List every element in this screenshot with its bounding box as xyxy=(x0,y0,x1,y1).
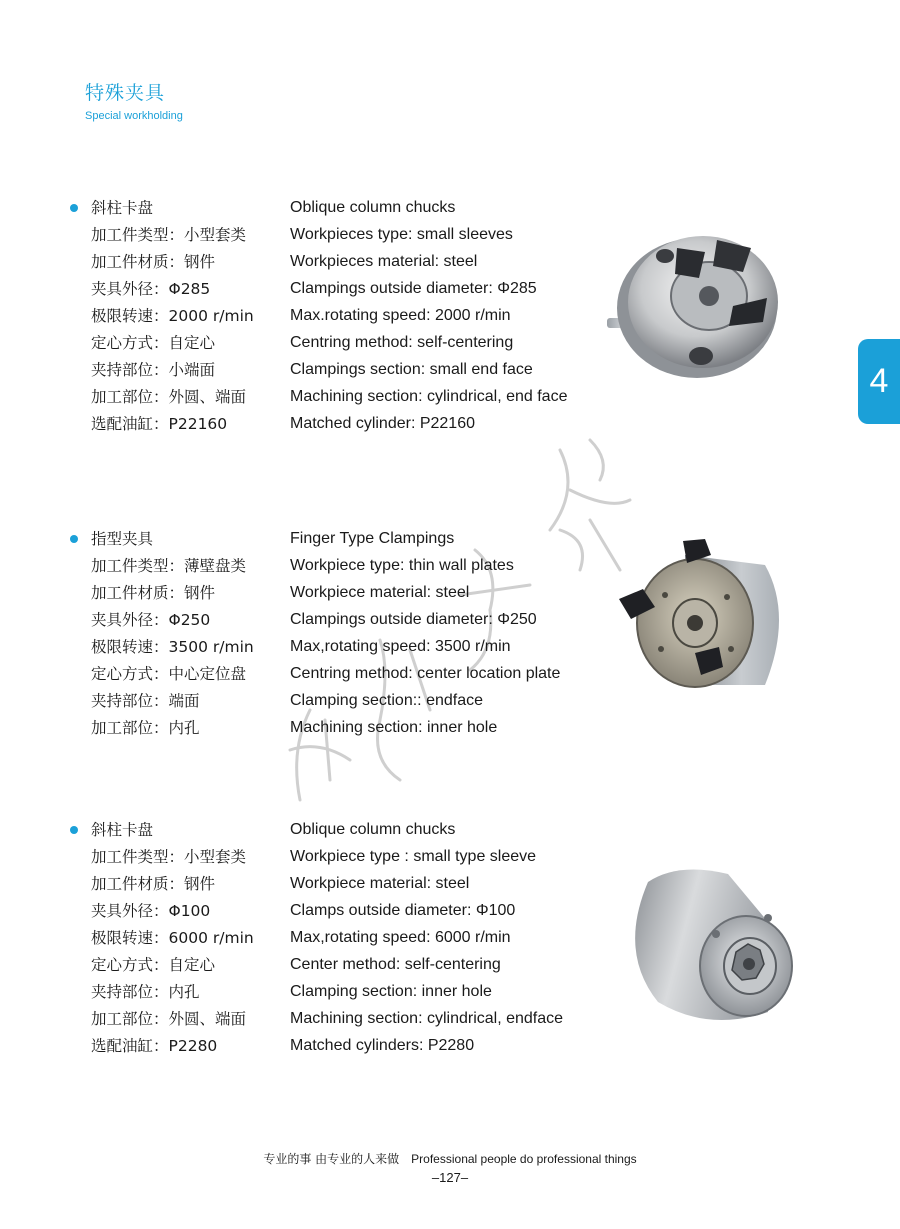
spec-en: Workpieces material: steel xyxy=(290,253,478,270)
spec-en: Matched cylinder: P22160 xyxy=(290,415,475,432)
spec-en: Workpiece type : small type sleeve xyxy=(290,848,537,865)
page-number: –127– xyxy=(431,1170,469,1185)
spec-en: Clamping section:: endface xyxy=(290,692,483,709)
section-title-en: Special workholding xyxy=(85,110,183,122)
spec-cn: 选配油缸：P2280 xyxy=(91,1037,218,1055)
spec-en: Machining section: inner hole xyxy=(290,719,498,736)
spec-cn: 加工件类型：小型套类 xyxy=(91,226,247,244)
spec-cn: 夹具外径：Φ250 xyxy=(91,611,211,629)
spec-cn: 加工部位：外圆、端面 xyxy=(91,388,247,406)
spec-cn: 夹持部位：端面 xyxy=(91,692,200,710)
spec-en: Clampings outside diameter: Φ250 xyxy=(290,611,537,628)
spec-cn: 加工件材质：钢件 xyxy=(91,253,216,271)
spec-cn: 定心方式：自定心 xyxy=(91,334,216,352)
small-oblique-chuck-photo xyxy=(618,862,808,1032)
spec-en: Machining section: cylindrical, endface xyxy=(290,1010,564,1027)
spec-cn: 加工部位：外圆、端面 xyxy=(91,1010,247,1028)
product-title-en: Oblique column chucks xyxy=(290,199,456,216)
spec-cn: 定心方式：中心定位盘 xyxy=(91,665,247,683)
spec-cn: 加工件类型：薄壁盘类 xyxy=(91,557,247,575)
finger-clamping-photo xyxy=(615,535,795,695)
spec-cn: 夹持部位：内孔 xyxy=(91,983,200,1001)
bullet-icon xyxy=(70,826,78,834)
spec-en: Workpiece material: steel xyxy=(290,584,470,601)
spec-cn: 极限转速：6000 r/min xyxy=(91,929,254,947)
bullet-icon xyxy=(70,204,78,212)
spec-en: Clampings section: small end face xyxy=(290,361,533,378)
spec-en: Clamping section: inner hole xyxy=(290,983,492,1000)
spec-en: Max,rotating speed: 6000 r/min xyxy=(290,929,511,946)
spec-cn: 加工件类型：小型套类 xyxy=(91,848,247,866)
spec-en: Workpiece type: thin wall plates xyxy=(290,557,514,574)
product-title-cn: 斜柱卡盘 xyxy=(91,199,154,217)
spec-cn: 加工部位：内孔 xyxy=(91,719,200,737)
spec-en: Centring method: center location plate xyxy=(290,665,561,682)
bullet-icon xyxy=(70,535,78,543)
product-title-en: Finger Type Clampings xyxy=(290,530,455,547)
chapter-tab: 4 xyxy=(858,339,900,424)
spec-cn: 夹具外径：Φ100 xyxy=(91,902,211,920)
footer-slogan-en: Professional people do professional things xyxy=(411,1152,637,1166)
product-title-cn: 斜柱卡盘 xyxy=(91,821,154,839)
spec-en: Workpieces type: small sleeves xyxy=(290,226,513,243)
spec-en: Center method: self-centering xyxy=(290,956,501,973)
footer-slogan xyxy=(0,1150,900,1167)
spec-cn: 选配油缸：P22160 xyxy=(91,415,228,433)
spec-cn: 夹具外径：Φ285 xyxy=(91,280,211,298)
spec-en: Machining section: cylindrical, end face xyxy=(290,388,568,405)
spec-en: Clamps outside diameter: Φ100 xyxy=(290,902,516,919)
spec-cn: 加工件材质：钢件 xyxy=(91,584,216,602)
spec-en: Workpiece material: steel xyxy=(290,875,470,892)
spec-en: Matched cylinders: P2280 xyxy=(290,1037,475,1054)
spec-cn: 极限转速：2000 r/min xyxy=(91,307,254,325)
spec-en: Centring method: self-centering xyxy=(290,334,514,351)
oblique-chuck-photo xyxy=(605,218,785,383)
spec-en: Clampings outside diameter: Φ285 xyxy=(290,280,537,297)
spec-cn: 加工件材质：钢件 xyxy=(91,875,216,893)
section-title-cn: 特殊夹具 xyxy=(85,82,166,104)
footer-slogan-cn: 专业的事 由专业的人来做 xyxy=(263,1152,400,1166)
spec-cn: 定心方式：自定心 xyxy=(91,956,216,974)
spec-cn: 极限转速：3500 r/min xyxy=(91,638,254,656)
spec-en: Max,rotating speed: 3500 r/min xyxy=(290,638,511,655)
spec-cn: 夹持部位：小端面 xyxy=(91,361,216,379)
product-title-en: Oblique column chucks xyxy=(290,821,456,838)
spec-en: Max.rotating speed: 2000 r/min xyxy=(290,307,511,324)
product-title-cn: 指型夹具 xyxy=(91,530,154,548)
